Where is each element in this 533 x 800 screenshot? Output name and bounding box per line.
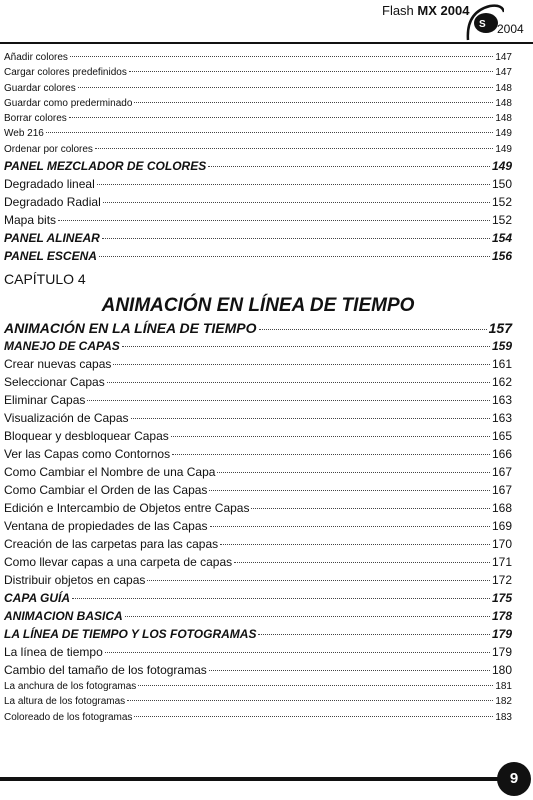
dot-leader	[147, 580, 490, 581]
dot-leader	[209, 490, 490, 491]
dot-leader	[125, 616, 490, 617]
toc-entry-title: CAPA GUÍA	[4, 591, 70, 606]
toc-entry-page: 180	[491, 663, 512, 678]
toc-entry	[4, 65, 512, 80]
page-number: 9	[497, 762, 531, 796]
dot-leader	[171, 436, 490, 437]
dot-leader	[208, 166, 490, 167]
toc-entry	[4, 517, 512, 535]
toc-entry-page: 178	[491, 609, 512, 624]
dot-leader	[87, 400, 490, 401]
toc-entry-title: Ordenar por colores	[4, 143, 93, 155]
toc-entry-title: Coloreado de los fotogramas	[4, 711, 133, 723]
toc-entry-page: 159	[491, 339, 512, 354]
dot-leader	[217, 472, 490, 473]
toc-entry-title: Como Cambiar el Orden de las Capas	[4, 483, 208, 498]
chapter-label: CAPÍTULO 4	[4, 271, 86, 288]
dot-leader	[113, 364, 490, 365]
header-rule	[0, 42, 533, 44]
dot-leader	[99, 256, 490, 257]
toc-entry	[4, 694, 512, 709]
toc-entry-page: 161	[491, 357, 512, 372]
toc-entry	[4, 463, 512, 481]
toc-entry-title: ANIMACION BASICA	[4, 609, 123, 624]
toc-entry	[4, 679, 512, 694]
toc-entry-page: 149	[495, 143, 512, 155]
toc-entry-title: Eliminar Capas	[4, 393, 86, 408]
toc-entry-title: Visualización de Capas	[4, 411, 129, 426]
toc-entry	[4, 391, 512, 409]
dot-leader	[138, 685, 493, 686]
toc-entry	[4, 126, 512, 141]
toc-entry-page: 172	[491, 573, 512, 588]
toc-entry-page: 157	[488, 320, 512, 337]
toc-entry-title: Como llevar capas a una carpeta de capas	[4, 555, 233, 570]
toc-entry-page: 168	[491, 501, 512, 516]
toc-entry-title: Degradado lineal	[4, 177, 95, 192]
toc-entry	[4, 607, 512, 625]
toc-entry-page: 149	[491, 159, 512, 174]
header-year: 2004	[497, 22, 524, 36]
running-title: Flash MX 2004	[382, 3, 470, 18]
toc-entry-page: 147	[495, 52, 512, 63]
toc-entry-page: 156	[491, 249, 512, 264]
dot-leader	[103, 202, 490, 203]
dot-leader	[251, 508, 489, 509]
dot-leader	[102, 238, 490, 239]
toc-entry-page: 169	[491, 519, 512, 534]
toc-entry	[4, 643, 512, 661]
toc-entry-page: 163	[491, 411, 512, 426]
toc-entry-title: La anchura de los fotogramas	[4, 681, 137, 693]
toc-entry-page: 165	[491, 429, 512, 444]
toc-entry-title: MANEJO DE CAPAS	[4, 339, 120, 354]
dot-leader	[129, 71, 493, 72]
dot-leader	[134, 102, 493, 103]
toc-entry-title: La altura de los fotogramas	[4, 696, 126, 708]
toc-entry-page: 154	[491, 231, 512, 246]
toc-bottom-list	[4, 319, 512, 725]
toc-entry-title: PANEL ESCENA	[4, 249, 97, 264]
toc-entry	[4, 427, 512, 445]
toc-entry	[4, 193, 512, 211]
toc-entry-title: PANEL MEZCLADOR DE COLORES	[4, 159, 207, 174]
toc-entry	[4, 445, 512, 463]
page-header	[0, 0, 533, 48]
toc-entry-title: Bloquear y desbloquear Capas	[4, 429, 169, 444]
toc-entry	[4, 229, 512, 247]
toc-entry-title: Guardar colores	[4, 82, 76, 94]
dot-leader	[134, 716, 493, 717]
toc-entry-page: 152	[491, 195, 512, 210]
dot-leader	[97, 184, 490, 185]
toc-top-list	[4, 50, 512, 265]
toc-entry	[4, 211, 512, 229]
toc-entry	[4, 50, 512, 65]
toc-entry-title: Edición e Intercambio de Objetos entre Capas	[4, 501, 250, 516]
toc-entry-title: Borrar colores	[4, 113, 67, 125]
toc-entry	[4, 355, 512, 373]
toc-entry-title: Mapa bits	[4, 213, 57, 228]
dot-leader	[58, 220, 490, 221]
toc-entry	[4, 571, 512, 589]
toc-entry-title: Ventana de propiedades de las Capas	[4, 519, 208, 534]
dot-leader	[258, 634, 490, 635]
toc-entry-title: Cargar colores predefinidos	[4, 67, 127, 79]
toc-entry	[4, 553, 512, 571]
dot-leader	[95, 148, 493, 149]
toc-entry	[4, 481, 512, 499]
toc-entry-page: 162	[491, 375, 512, 390]
dot-leader	[210, 526, 490, 527]
toc-entry-page: 167	[491, 465, 512, 480]
toc-entry-title: LA LÍNEA DE TIEMPO Y LOS FOTOGRAMAS	[4, 627, 257, 642]
toc-entry	[4, 373, 512, 391]
dot-leader	[259, 329, 487, 330]
toc-entry-page: 152	[491, 213, 512, 228]
toc-entry-title: Ver las Capas como Contornos	[4, 447, 171, 462]
toc-entry-title: Degradado Radial	[4, 195, 101, 210]
toc-entry	[4, 625, 512, 643]
toc-entry	[4, 710, 512, 725]
toc-entry	[4, 81, 512, 96]
toc-entry-title: Creación de las carpetas para las capas	[4, 537, 219, 552]
toc-entry-page: 147	[495, 67, 512, 79]
toc-entry	[4, 111, 512, 126]
toc-entry	[4, 589, 512, 607]
dot-leader	[107, 382, 490, 383]
toc-entry-page: 181	[495, 681, 512, 693]
dot-leader	[220, 544, 490, 545]
toc-entry-title: Guardar como prederminado	[4, 97, 133, 109]
dot-leader	[172, 454, 490, 455]
toc-entry-title: Crear nuevas capas	[4, 357, 112, 372]
toc-entry-page: 148	[495, 82, 512, 94]
dot-leader	[127, 700, 493, 701]
toc-entry-page: 148	[495, 113, 512, 125]
dot-leader	[70, 56, 493, 57]
toc-entry-page: 163	[491, 393, 512, 408]
toc-entry-page: 182	[495, 696, 512, 708]
toc-entry	[4, 142, 512, 157]
toc-entry-page: 150	[491, 177, 512, 192]
footer-rule	[0, 777, 500, 781]
toc-entry-page: 183	[495, 711, 512, 723]
dot-leader	[234, 562, 490, 563]
dot-leader	[131, 418, 490, 419]
toc-entry-page: 171	[491, 555, 512, 570]
dot-leader	[78, 87, 494, 88]
dot-leader	[209, 670, 490, 671]
table-of-contents	[4, 50, 512, 725]
toc-entry-page: 179	[491, 645, 512, 660]
toc-entry	[4, 157, 512, 175]
toc-entry	[4, 247, 512, 265]
dot-leader	[72, 598, 490, 599]
toc-entry-title: Cambio del tamaño de los fotogramas	[4, 663, 207, 678]
toc-entry-page: 148	[495, 97, 512, 109]
dot-leader	[46, 132, 493, 133]
toc-entry-title: Web 216	[4, 128, 44, 140]
dot-leader	[105, 652, 490, 653]
svg-text:S: S	[479, 19, 486, 30]
toc-entry-title: Seleccionar Capas	[4, 375, 105, 390]
toc-entry	[4, 661, 512, 679]
toc-entry-title: Como Cambiar el Nombre de una Capa	[4, 465, 216, 480]
toc-entry	[4, 337, 512, 355]
toc-entry-title: La línea de tiempo	[4, 645, 103, 660]
dot-leader	[69, 117, 494, 118]
toc-entry	[4, 96, 512, 111]
toc-entry-page: 170	[491, 537, 512, 552]
toc-entry-title: ANIMACIÓN EN LA LÍNEA DE TIEMPO	[4, 320, 257, 337]
toc-entry-page: 167	[491, 483, 512, 498]
toc-entry-page: 166	[491, 447, 512, 462]
toc-entry-title: PANEL ALINEAR	[4, 231, 100, 246]
chapter-title: ANIMACIÓN EN LÍNEA DE TIEMPO	[101, 295, 415, 317]
toc-entry	[4, 535, 512, 553]
dot-leader	[122, 346, 490, 347]
toc-entry	[4, 499, 512, 517]
toc-entry-title: Añadir colores	[4, 52, 68, 63]
toc-entry-page: 149	[495, 128, 512, 140]
toc-entry-page: 175	[491, 591, 512, 606]
toc-entry-title: Distribuir objetos en capas	[4, 573, 146, 588]
toc-entry-page: 179	[491, 627, 512, 642]
toc-entry	[4, 319, 512, 337]
toc-entry	[4, 175, 512, 193]
toc-entry	[4, 409, 512, 427]
